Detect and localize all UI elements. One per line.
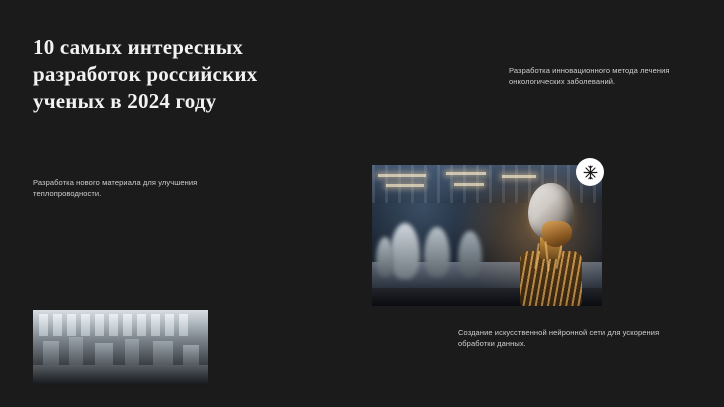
photo-machine <box>125 339 139 367</box>
robot-torso <box>520 251 582 306</box>
photo-window <box>123 314 132 336</box>
main-photo <box>372 165 602 306</box>
photo-lamp <box>502 175 536 178</box>
photo-lamp <box>454 183 484 186</box>
photo-figure <box>458 231 482 277</box>
photo-machine <box>153 341 173 367</box>
photo-window <box>95 314 104 336</box>
logo-badge <box>576 158 604 186</box>
photo-window <box>137 314 146 336</box>
photo-machine <box>95 343 113 367</box>
photo-window <box>165 314 174 336</box>
photo-lamp <box>386 184 424 187</box>
photo-figure <box>376 237 394 277</box>
photo-window <box>151 314 160 336</box>
photo-machine <box>183 345 199 367</box>
caption-bottom-right: Создание искусственной нейронной сети для ускорения обработки данных. <box>458 328 660 348</box>
photo-window <box>67 314 76 336</box>
snowflake-logo-icon <box>582 164 599 181</box>
small-photo <box>33 310 208 385</box>
caption-left: Разработка нового материала для улучшения теплопроводности. <box>33 178 198 198</box>
page-title: 10 самых интересных разработок российских ученых в 2024 году <box>33 35 258 113</box>
caption-top-right: Разработка инновационного метода лечения онкологических заболеваний. <box>509 66 670 86</box>
photo-window <box>53 314 62 336</box>
photo-window <box>81 314 90 336</box>
photo-window <box>39 314 48 336</box>
photo-machine <box>43 341 59 367</box>
photo-window <box>179 314 188 336</box>
photo-lamp <box>378 174 426 177</box>
photo-lamp <box>446 172 486 175</box>
photo-window <box>109 314 118 336</box>
photo-machine <box>69 337 83 367</box>
photo-robot <box>502 179 598 306</box>
photo-floor <box>33 365 208 385</box>
